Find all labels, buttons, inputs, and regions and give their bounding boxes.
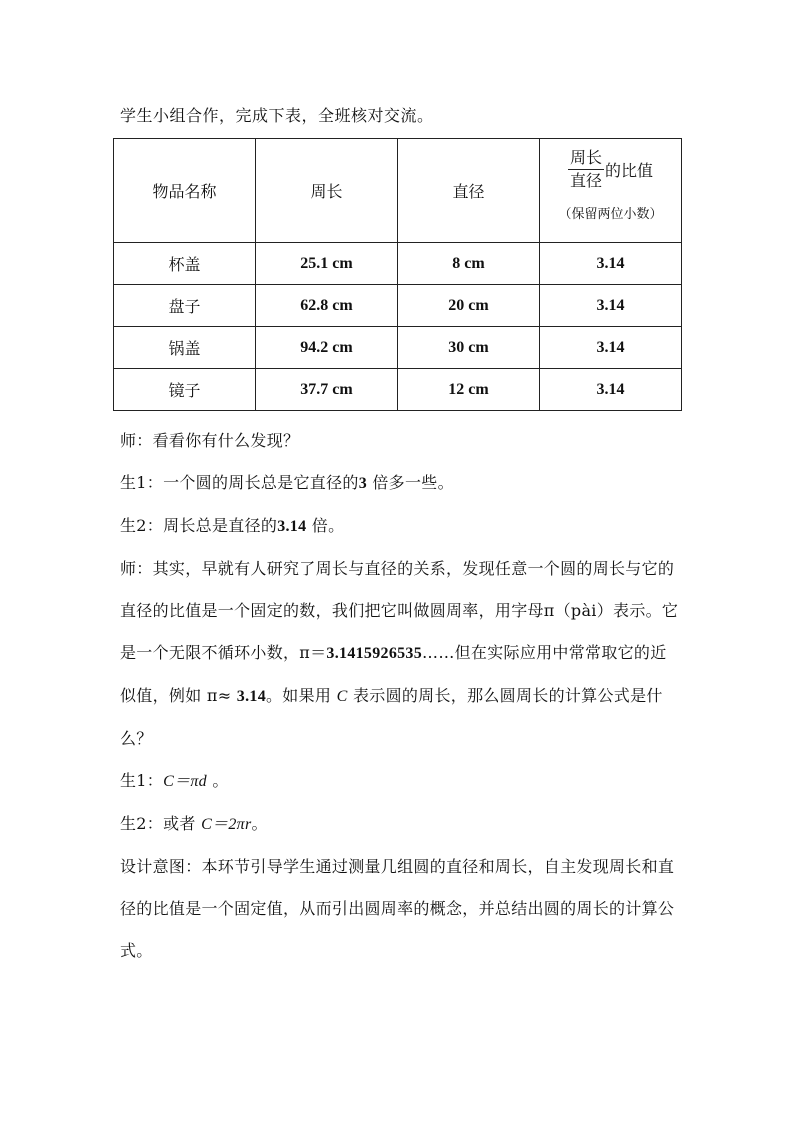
text-span: 。如果用 [266,686,337,705]
cell-name: 锅盖 [114,327,256,369]
table-row [114,243,682,285]
formula-radius: C＝2πr [201,816,252,833]
header-diameter: 直径 [398,139,540,243]
cell-ratio: 3.14 [540,369,682,411]
text-span: 表示圆的周长，那么圆周长的计算公式是什么？ [120,686,663,748]
text-span: 师：其实，早就有人研究了周长与直径的关系，发现任意一个圆的周长与它的直径的比值是一个固定的数，我们把它叫做圆周率，用字母π（pài）表示。它是一个无限不循环小数，π＝ [120,559,679,662]
cell-circumference: 94.2 cm [256,327,398,369]
design-intent: 设计意图：本环节引导学生通过测量几组圆的直径和周长，自主发现周长和直径的比值是一个固定值，从而引出圆周率的概念，并总结出圆的周长的计算公式。 [120,857,675,960]
cell-circumference: 37.7 cm [256,369,398,411]
table-header-row [114,139,682,243]
student2-formula [120,803,680,846]
text-span: ……但在实际应用中常常取它的近似值，例如 π≈ [120,643,667,705]
cell-ratio: 3.14 [540,243,682,285]
cell-circumference: 62.8 cm [256,285,398,327]
cell-name: 盘子 [114,285,256,327]
formula-diameter: C＝πd [163,773,207,790]
text-span: 生2：或者 [120,814,202,833]
header-circumference: 周长 [256,139,398,243]
pi-approx: 3.14 [236,688,266,705]
cell-diameter: 20 cm [398,285,540,327]
table-row [114,327,682,369]
student2-answer [120,505,680,548]
cell-diameter: 30 cm [398,327,540,369]
cell-name: 杯盖 [114,243,256,285]
text-span: 。 [251,814,268,833]
text-span: 生1： [120,771,164,790]
ratio-numerator: 周长 [568,148,604,170]
measurement-table [113,138,682,411]
table-row [114,369,682,411]
number-span: 3.14 [277,518,307,535]
ratio-note: （保留两位小数） [558,206,663,222]
cell-circumference: 25.1 cm [256,243,398,285]
text-span: 生1：一个圆的周长总是它直径的 [120,473,359,492]
number-span: 3 [358,475,367,492]
cell-diameter: 8 cm [398,243,540,285]
variable-c: C [336,688,348,705]
pi-value: 3.1415926535 [326,645,423,662]
text-span: 生2：周长总是直径的 [120,516,278,535]
ratio-denominator: 直径 [569,170,602,190]
teacher-explanation [120,548,680,760]
header-name: 物品名称 [114,139,256,243]
text-span: 倍多一些。 [367,473,454,492]
cell-name: 镜子 [114,369,256,411]
ratio-fraction [568,148,604,191]
student1-formula [120,760,680,803]
intro-text: 学生小组合作，完成下表，全班核对交流。 [120,106,434,125]
cell-ratio: 3.14 [540,327,682,369]
ratio-suffix: 的比值 [605,160,654,180]
text-span: 倍。 [306,516,345,535]
header-ratio [540,139,682,243]
text-span: 。 [206,771,229,790]
teacher-question: 师：看看你有什么发现？ [120,431,300,450]
dialogue-section [120,420,680,972]
cell-ratio: 3.14 [540,285,682,327]
table-row [114,285,682,327]
student1-answer [120,462,680,505]
cell-diameter: 12 cm [398,369,540,411]
